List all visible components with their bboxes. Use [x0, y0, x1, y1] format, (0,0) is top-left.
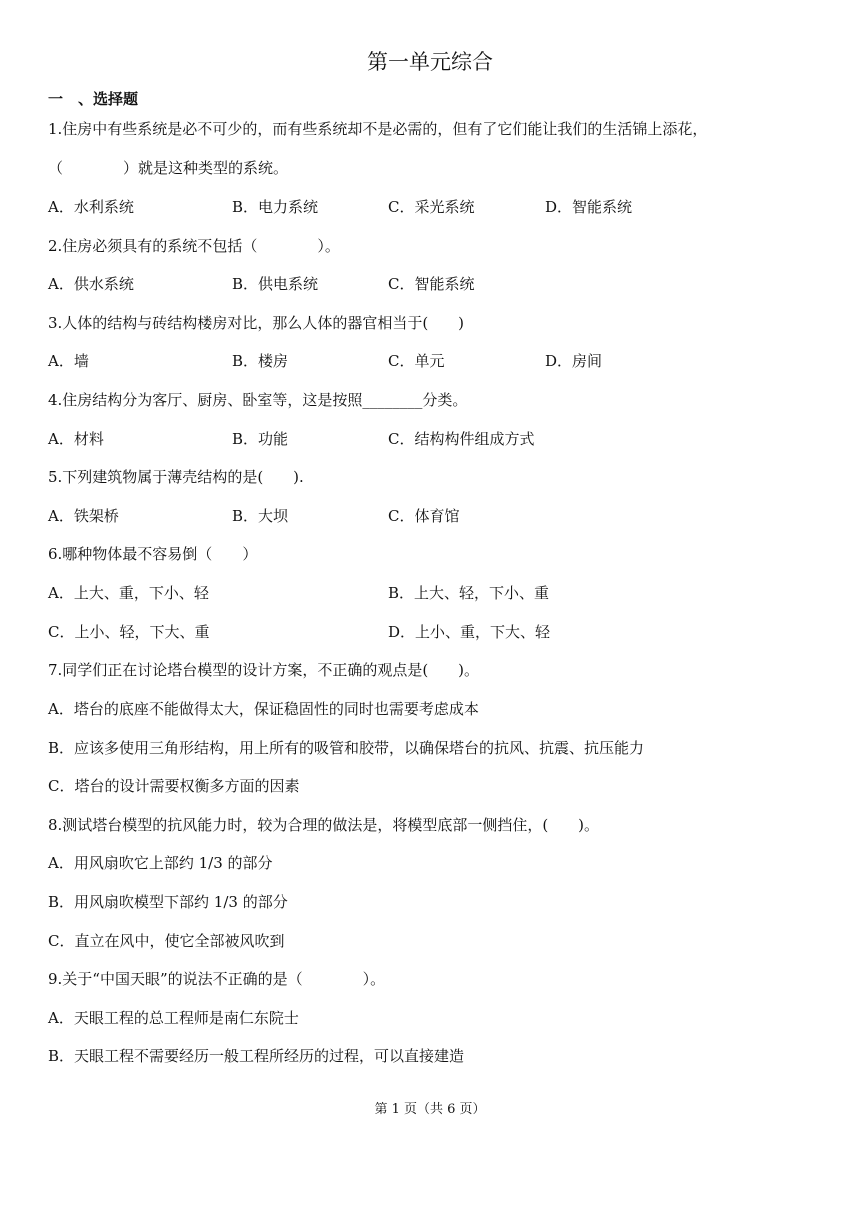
- question-3-option-b: B．楼房: [232, 352, 289, 370]
- question-6-stem: 6.哪种物体最不容易倒（ ）: [48, 545, 258, 563]
- question-9-option-a: A．天眼工程的总工程师是南仁东院士: [48, 1009, 299, 1027]
- question-4-option-c: C．结构构件组成方式: [388, 430, 535, 448]
- section-heading: 一 、选择题: [48, 90, 139, 108]
- question-6-option-b: B．上大、轻，下小、重: [388, 584, 550, 602]
- question-8-stem: 8.测试塔台模型的抗风能力时，较为合理的做法是，将模型底部一侧挡住，( )。: [48, 816, 600, 834]
- question-2-option-b: B．供电系统: [232, 275, 319, 293]
- question-3-stem: 3.人体的结构与砖结构楼房对比，那么人体的器官相当于( ): [48, 314, 465, 332]
- question-1-option-d: D．智能系统: [545, 198, 633, 216]
- question-3-option-c: C．单元: [388, 352, 445, 370]
- question-5-option-b: B．大坝: [232, 507, 289, 525]
- question-3-option-d: D．房间: [545, 352, 603, 370]
- question-5-stem: 5.下列建筑物属于薄壳结构的是( ).: [48, 468, 304, 486]
- page-title: 第一单元综合: [367, 50, 493, 74]
- question-4-stem: 4.住房结构分为客厅、厨房、卧室等，这是按照________分类。: [48, 391, 468, 409]
- question-8-option-c: C．直立在风中，使它全部被风吹到: [48, 932, 285, 950]
- question-8-option-a: A．用风扇吹它上部约 1/3 的部分: [48, 854, 273, 872]
- question-6-option-c: C．上小、轻，下大、重: [48, 623, 210, 641]
- question-9-option-b: B．天眼工程不需要经历一般工程所经历的过程，可以直接建造: [48, 1047, 465, 1065]
- question-5-option-c: C．体育馆: [388, 507, 460, 525]
- question-4-option-a: A．材料: [48, 430, 104, 448]
- question-7-stem: 7.同学们正在讨论塔台模型的设计方案，不正确的观点是( )。: [48, 661, 480, 679]
- question-2-option-c: C．智能系统: [388, 275, 475, 293]
- question-7-option-a: A．塔台的底座不能做得太大，保证稳固性的同时也需要考虑成本: [48, 700, 479, 718]
- question-7-option-c: C．塔台的设计需要权衡多方面的因素: [48, 777, 300, 795]
- question-8-option-b: B．用风扇吹模型下部约 1/3 的部分: [48, 893, 288, 911]
- question-5-option-a: A．铁架桥: [48, 507, 119, 525]
- question-1-option-b: B．电力系统: [232, 198, 319, 216]
- question-2-option-a: A．供水系统: [48, 275, 134, 293]
- question-1-option-a: A．水利系统: [48, 198, 134, 216]
- question-6-option-d: D．上小、重，下大、轻: [388, 623, 551, 641]
- question-1-stem-line-1: 1.住房中有些系统是必不可少的，而有些系统却不是必需的，但有了它们能让我们的生活锦上添花，: [48, 120, 708, 138]
- question-2-stem: 2.住房必须具有的系统不包括（ ）。: [48, 237, 340, 255]
- page-footer: 第 1 页（共 6 页）: [374, 1102, 486, 1117]
- question-7-option-b: B．应该多使用三角形结构，用上所有的吸管和胶带，以确保塔台的抗风、抗震、抗压能力: [48, 739, 645, 757]
- question-1-option-c: C．采光系统: [388, 198, 475, 216]
- question-4-option-b: B．功能: [232, 430, 289, 448]
- question-9-stem: 9.关于“中国天眼”的说法不正确的是（ ）。: [48, 970, 386, 988]
- question-3-option-a: A．墙: [48, 352, 89, 370]
- question-6-option-a: A．上大、重，下小、轻: [48, 584, 209, 602]
- question-1-stem-line-2: （ ）就是这种类型的系统。: [48, 159, 289, 177]
